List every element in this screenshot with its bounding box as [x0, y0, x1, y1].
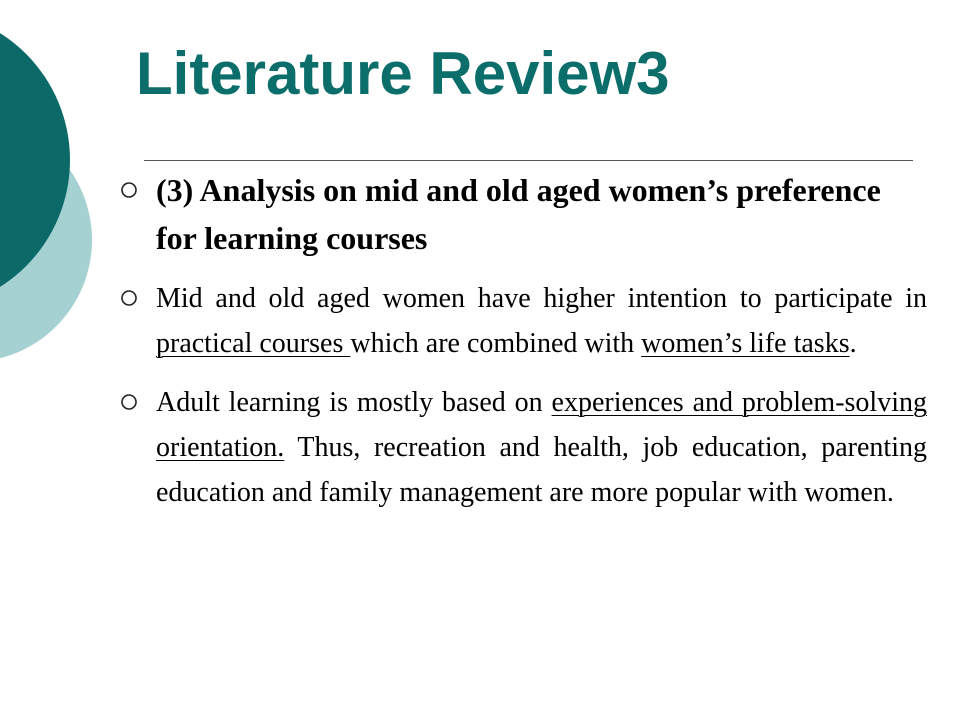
- bullet-text: Adult learning is mostly based on: [156, 387, 552, 418]
- bullet-item-adult-learning: [117, 380, 927, 515]
- bullet-text: which are combined with: [350, 328, 642, 359]
- bullet-item-heading: [117, 166, 927, 262]
- title-divider: [144, 160, 913, 161]
- slide-title: Literature Review3: [136, 40, 670, 107]
- bullet-text: Thus, recreation and health, job education, parenting education and family management are more popular with women.: [156, 432, 927, 508]
- bullet-text: Mid and old aged women have higher intention to participate in: [156, 283, 927, 314]
- bullet-text: .: [849, 328, 857, 359]
- circle-bullet-icon: [117, 178, 141, 202]
- underlined-phrase-practical-courses: practical courses: [156, 328, 351, 359]
- circle-bullet-icon: [117, 286, 141, 310]
- bullet-list: [117, 166, 927, 515]
- underlined-phrase-experiences: experiences and problem-solving orientation.: [156, 387, 927, 463]
- bullet-heading-text: (3) Analysis on mid and old aged women’s preference for learning courses: [156, 172, 881, 256]
- circle-bullet-icon: [117, 390, 141, 414]
- underlined-phrase-life-tasks: women’s life tasks: [641, 328, 850, 359]
- bullet-item-practical-courses: [117, 276, 927, 366]
